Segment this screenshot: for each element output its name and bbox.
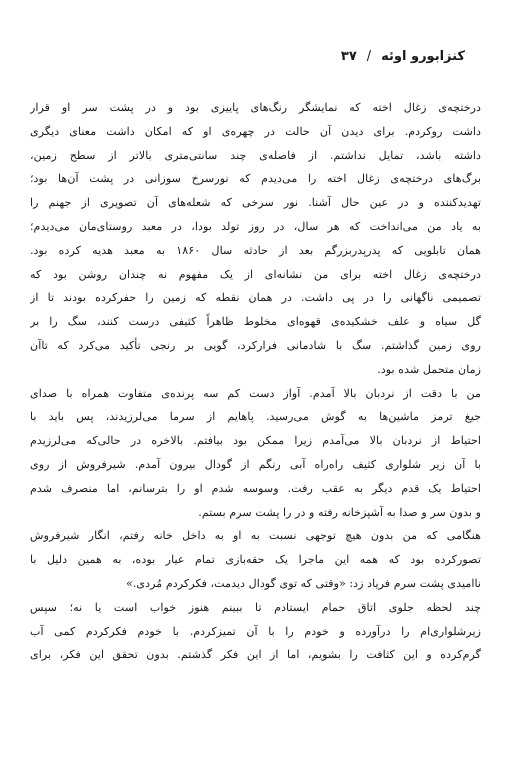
text-line: تهدیدکننده و در عین حال آشنا. نور سرخی که شعله‌های آن تصویری از جهنم را <box>30 196 481 210</box>
text-line: همان تابلویی که پدرپدربزرگم بعد از حادثه سال ۱۸۶۰ به معبد هدیه کرده بود. <box>30 243 481 257</box>
text-line: احتیاط از نردبان بالا می‌آمدم زیرا ممکن بود بیافتم. بالاخره در حالی‌که می‌لرزیدم <box>30 434 481 448</box>
text-line: تصمیمی ناگهانی را در پی داشت. در همان نقطه که زمین را حفرکرده بودند تا از <box>30 291 481 305</box>
header-separator: / <box>366 48 372 64</box>
text-line: و بدون سر و صدا به آشپزخانه رفته و در را پشت سرم بستم. <box>198 505 481 519</box>
text-line: چند لحظه جلوی اتاق حمام ایستادم تا ببینم هنوز خواب است یا نه؛ سپس <box>30 600 481 614</box>
text-line: احتیاط یک قدم دیگر به عقب رفت. وسوسه شدم او را بترسانم، اما منصرف شدم <box>30 481 481 495</box>
text-line: با آن زیر شلواری کثیف راه‌راه آبی رنگم از گودال بیرون آمدم. شیرفروش از روی <box>30 457 481 471</box>
text-line: درختچه‌ی زغال اخته برای من نشانه‌ای از یک مفهوم نه چندان روشن بود که <box>30 267 481 281</box>
body-text <box>30 96 481 667</box>
page-number: ۳۷ <box>340 48 357 64</box>
text-line: هنگامی که من بدون هیچ توجهی نسبت به او به داخل خانه رفتم، انگار شیرفروش <box>30 529 481 543</box>
text-line: به یاد من می‌انداخت که هر سال، در روز تولد بودا، در معبد روستای‌مان می‌دیدم؛ <box>30 219 481 233</box>
running-header <box>40 42 465 70</box>
text-line: جیغ ترمز ماشین‌ها به گوش می‌رسید. پاهایم از سرما می‌لرزیدند، پس باید با <box>30 410 481 424</box>
text-line: روی زمین گذاشتم. سگ با شادمانی فرارکرد، گویی بر رنجی تأکید می‌کرد که تاآن <box>30 338 481 352</box>
text-line: زمان متحمل شده بود. <box>377 362 481 376</box>
text-line: درختچه‌ی زغال اخته که نمایشگر رنگ‌های پاییزی بود و در پشت سر او قرار <box>30 101 481 114</box>
text-line: من با دقت از نردبان بالا آمدم. آواز دست کم سه پرنده‌ی متفاوت همراه با صدای <box>30 386 481 400</box>
text-line: داشته باشد، تمایل نداشتم. از فاصله‌ی چند سانتی‌متری بالاتر از سطح زمین، <box>30 148 481 162</box>
text-line: گرم‌کرده و این کثافت را بشویم، اما از این فکر گذشتم. بدون تحقق این فکر، برای <box>30 648 481 662</box>
text-line: گل سیاه و علف خشکیده‌ی قهوه‌ای مخلوط ظاهراً کثیفی درست کنند، سگ را بر <box>30 315 481 329</box>
text-line: داشت روکردم. برای دیدن آن حالت در چهره‌ی او که امکان داشت معنای دیگری <box>30 124 481 138</box>
text-line: تصورکرده بود که همه این ماجرا یک حقه‌بازی تمام عیار بوده، به همین دلیل با <box>30 553 481 567</box>
text-line: برگ‌های درختچه‌ی زغال اخته را می‌دیدم که نورسرخ سوزانی در پشت آن‌ها بود؛ <box>30 172 481 186</box>
text-line: زیرشلواری‌ام را درآورده و خودم را با آن تمیزکردم. با خودم فکرکردم کمی آب <box>30 624 481 638</box>
text-line: ناامیدی پشت سرم فریاد زد: «وقتی که توی گودال دیدمت، فکرکردم مُردی.» <box>125 576 481 590</box>
book-title: کنزابورو اوئه <box>381 48 465 64</box>
